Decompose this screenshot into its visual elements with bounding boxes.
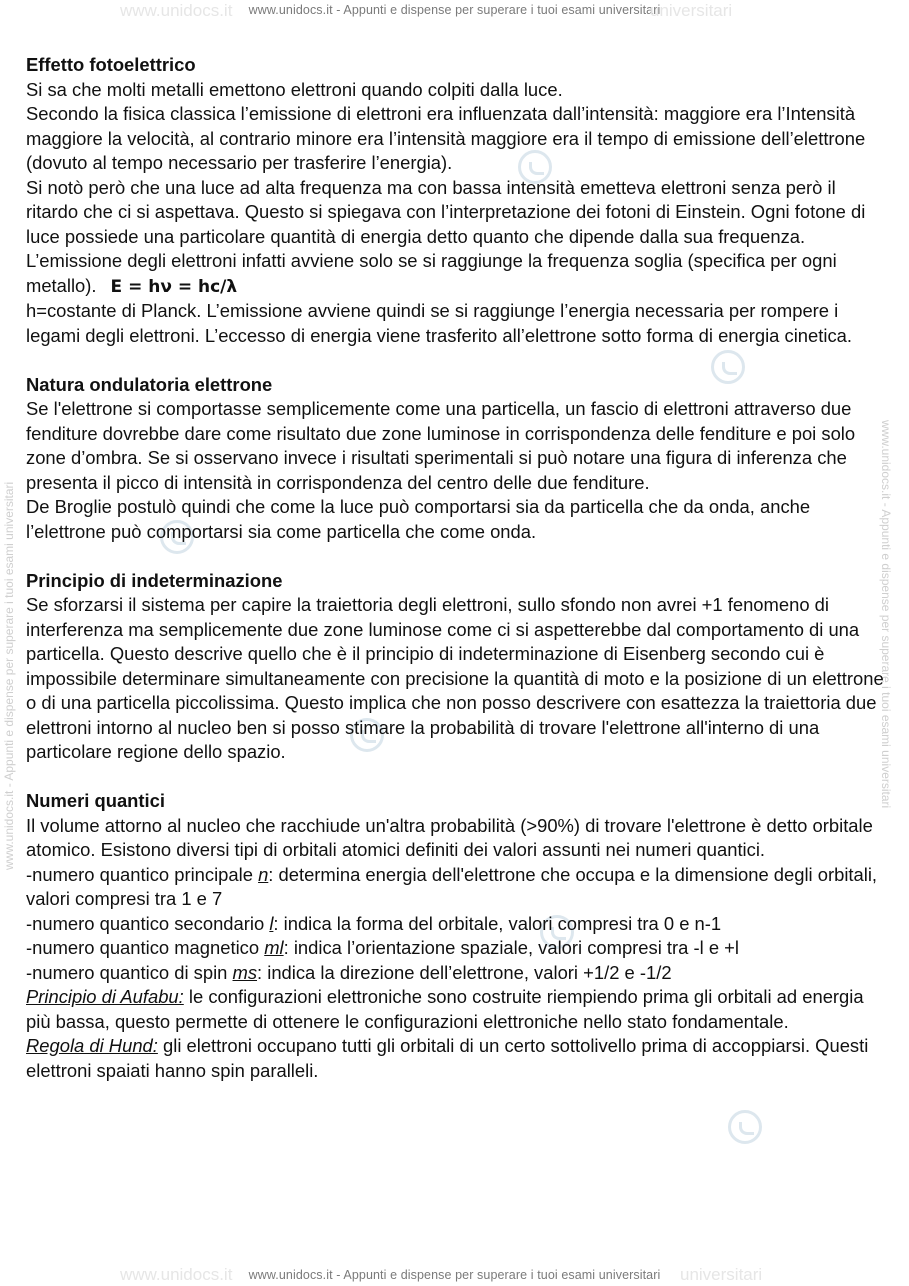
side-watermark-right: www.unidocs.it - Appunti e dispense per superare i tuoi esami universitari: [879, 420, 893, 809]
item-text: -numero quantico di spin: [26, 961, 233, 983]
section-title: Numeri quantici: [26, 790, 165, 811]
header-watermark: www.unidocs.it - Appunti e dispense per superare i tuoi esami universitari: [248, 3, 661, 17]
footer-watermark: www.unidocs.it - Appunti e dispense per superare i tuoi esami universitari: [248, 1268, 661, 1282]
section-numeri-quantici: [26, 789, 886, 1083]
paragraph: De Broglie postulò quindi che come la luce può comportarsi sia da particella che da onda, anche l’elettrone può comportarsi sia come particella che come onda.: [26, 496, 811, 542]
quantum-number-item: [26, 912, 886, 937]
quantum-symbol: l: [269, 912, 274, 934]
quantum-symbol: ml: [264, 937, 284, 958]
paragraph: Il volume attorno al nucleo che racchiude un'altra probabilità (>90%) di trovare l'elettrone è detto orbitale atomico. Esistono diversi tipi di orbitali atomici definiti dei valori assunti nei numeri quantici.: [26, 814, 873, 860]
quantum-symbol: n: [258, 863, 269, 885]
item-text: -numero quantico magnetico: [26, 937, 265, 958]
section-title: Natura ondulatoria elettrone: [26, 373, 273, 395]
paragraph: Se sforzarsi il sistema per capire la traiettoria degli elettroni, sullo sfondo non avrei +1 fenomeno di interferenza ma semplicemente due zone luminose come ci si aspetterebbe dal comportamento di una particella. Questo descrive quello che è il principio di indeterminazione di Eisenberg secondo cui è impossibile determinare simultaneamente con precisione la quantità di moto e la posizione di un elettrone o di una particella piccolissima. Questo implica che non posso descrivere con esattezza la traiettoria due elettroni intorno al nucleo ben si posso stimare la probabilità di trovare l'elettrone all'interno di una particolare regione dello spazio.: [26, 594, 884, 762]
energy-formula: E = hν = hc/λ: [110, 276, 238, 297]
section-natura-ondulatoria: [26, 373, 886, 545]
section-title: Effetto fotoelettrico: [26, 54, 196, 75]
item-text: : determina energia dell'elettrone che occupa e la dimensione degli orbitali, valori compresi tra 1 e 7: [26, 863, 878, 909]
item-text: : indica la direzione dell’elettrone, valori +1/2 e -1/2: [257, 961, 672, 983]
paragraph: Se l'elettrone si comportasse semplicemente come una particella, un fascio di elettroni attraverso due fenditure dovrebbe dare come risultato due zone luminose in corrispondenza delle fenditure e poi solo zone d’ombra. Se si osservano invece i risultati sperimentali si può notare una figura di inferenza che presenta il picco di intensità in corrispondenza del centro delle due fenditure.: [26, 398, 856, 493]
quantum-number-item: [26, 961, 886, 986]
ghost-watermark-top-right: universitari: [650, 1, 733, 20]
principle-aufbau: [26, 985, 886, 1034]
side-watermark-left: www.unidocs.it - Appunti e dispense per superare i tuoi esami universitari: [2, 481, 16, 870]
paragraph-text: Si notò però che una luce ad alta frequenza ma con bassa intensità emetteva elettroni senza però il ritardo che ci si aspettava. Questo si spiegava con l’interpretazione dei fotoni di Einstein. Ogni fotone di luce possiede una particolare quantità di energia detto quanto che dipende dalla sua frequenza. L’emissione degli elettroni infatti avviene solo se si raggiunge la frequenza soglia (specifica per ogni metallo).: [26, 176, 866, 296]
section-title: Principio di indeterminazione: [26, 569, 283, 591]
principle-name: Regola di Hund:: [26, 1035, 158, 1056]
item-text: -numero quantico principale: [26, 863, 259, 885]
quantum-number-item: [26, 936, 886, 961]
document-body: [26, 53, 886, 1108]
paragraph: [26, 176, 886, 300]
paragraph: h=costante di Planck. L’emissione avviene quindi se si raggiunge l’energia necessaria per rompere i legami degli elettroni. L’eccesso di energia viene trasferito all’elettrone sotto forma di energia cinetica.: [26, 300, 852, 346]
quantum-number-item: [26, 863, 886, 912]
item-text: : indica la forma del orbitale, valori compresi tra 0 e n-1: [273, 912, 722, 934]
principle-name: Principio di Aufabu:: [26, 986, 184, 1007]
principle-hund: [26, 1034, 886, 1083]
paragraph: Secondo la fisica classica l’emissione di elettroni era influenzata dall’intensità: maggiore era l’Intensità maggiore la velocità, al contrario minore era l’intensità maggiore era il tempo di emissione dell’elettrone (dovuto al tempo necessario per trasferire l’energia).: [26, 103, 866, 173]
item-text: -numero quantico secondario: [26, 912, 270, 934]
item-text: : indica l’orientazione spaziale, valori compresi tra -l e +l: [283, 937, 739, 958]
ghost-watermark-top: www.unidocs.it: [120, 1, 233, 20]
quantum-symbol: ms: [232, 961, 258, 983]
paragraph: Si sa che molti metalli emettono elettroni quando colpiti dalla luce.: [26, 78, 563, 100]
ghost-watermark-bottom: www.unidocs.it: [120, 1265, 233, 1284]
principle-text: gli elettroni occupano tutti gli orbitali di un certo sottolivello prima di accoppiarsi. Questi elettroni spaiati hanno spin paralleli.: [26, 1035, 869, 1081]
logo-mark-5: [728, 1110, 762, 1144]
section-principio-indeterminazione: [26, 569, 886, 765]
ghost-watermark-bottom-right: universitari: [680, 1265, 763, 1284]
principle-text: le configurazioni elettroniche sono costruite riempiendo prima gli orbitali ad energia più bassa, questo permette di ottenere le configurazioni elettroniche nello stato fondamentale.: [26, 986, 864, 1032]
section-effetto-fotoelettrico: [26, 53, 886, 348]
